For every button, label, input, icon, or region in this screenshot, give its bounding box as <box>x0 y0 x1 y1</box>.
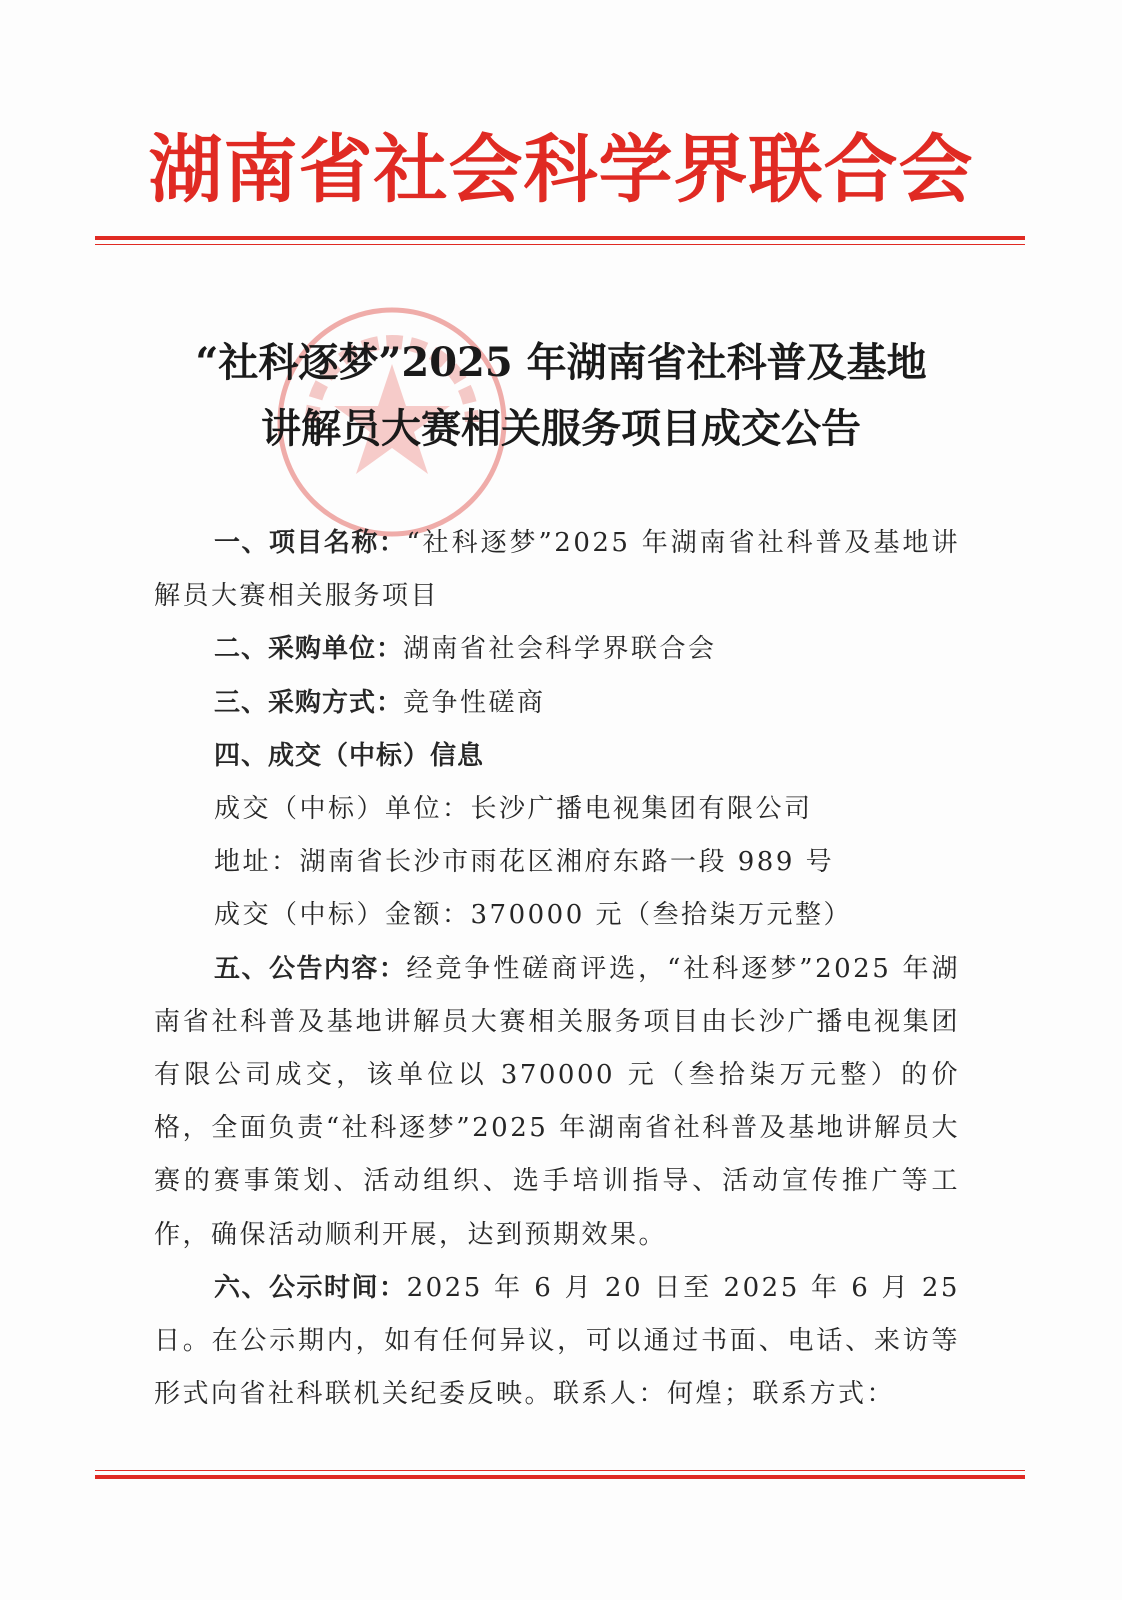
section-announcement-content <box>154 943 960 1262</box>
section-label: 五、公告内容： <box>214 953 407 984</box>
section-value: 湖南省社会科学界联合会 <box>403 634 717 665</box>
section-procurement-method <box>154 677 960 730</box>
letterhead-title: 湖南省社会科学界联合会 <box>148 127 974 213</box>
section-label: 六、公示时间： <box>214 1272 407 1303</box>
section-label: 三、采购方式： <box>214 687 404 718</box>
section-publicity-period <box>154 1262 960 1422</box>
footer-red-rule <box>95 1470 1025 1479</box>
section-value: 竞争性磋商 <box>403 687 546 718</box>
section-value: “社科逐梦”2025 年湖南省社科普及基地讲解员大赛相关服务项目 <box>154 528 960 612</box>
title-line-2: 讲解员大赛相关服务项目成交公告 <box>261 405 861 452</box>
letterhead-red-rule <box>95 236 1025 245</box>
section-value: 2025 年 6 月 20 日至 2025 年 6 月 25 日。在公示期内，如有任何异议，可以通过书面、电话、来访等形式向省社科联机关纪委反映。联系人：何煌；联系方式： <box>154 1272 960 1410</box>
section-label: 二、采购单位： <box>214 634 404 665</box>
document-title <box>0 330 1122 462</box>
section-label: 一、项目名称： <box>214 528 407 558</box>
award-winner: 成交（中标）单位：长沙广播电视集团有限公司 <box>214 794 813 825</box>
award-amount: 成交（中标）金额：370000 元（叁拾柒万元整） <box>214 900 853 931</box>
document-body <box>154 517 960 1421</box>
title-line-1: “社科逐梦”2025 年湖南省社科普及基地 <box>195 339 927 386</box>
award-address: 地址：湖南省长沙市雨花区湘府东路一段 989 号 <box>214 847 835 878</box>
section-project-name <box>154 517 960 623</box>
section-value: 经竞争性磋商评选，“社科逐梦”2025 年湖南省社科普及基地讲解员大赛相关服务项目由长沙广播电视集团有限公司成交，该单位以 370000 元（叁拾柒万元整）的价格，全面负责“社科逐梦”2025 年湖南省社科普及基地讲解员大赛的赛事策划、活动组织、选手培训指导、活动宣传推广等工作，确保活动顺利开展，达到预期效果。 <box>154 953 960 1250</box>
section-award-heading: 四、成交（中标）信息 <box>214 740 485 771</box>
section-purchaser <box>154 623 960 676</box>
